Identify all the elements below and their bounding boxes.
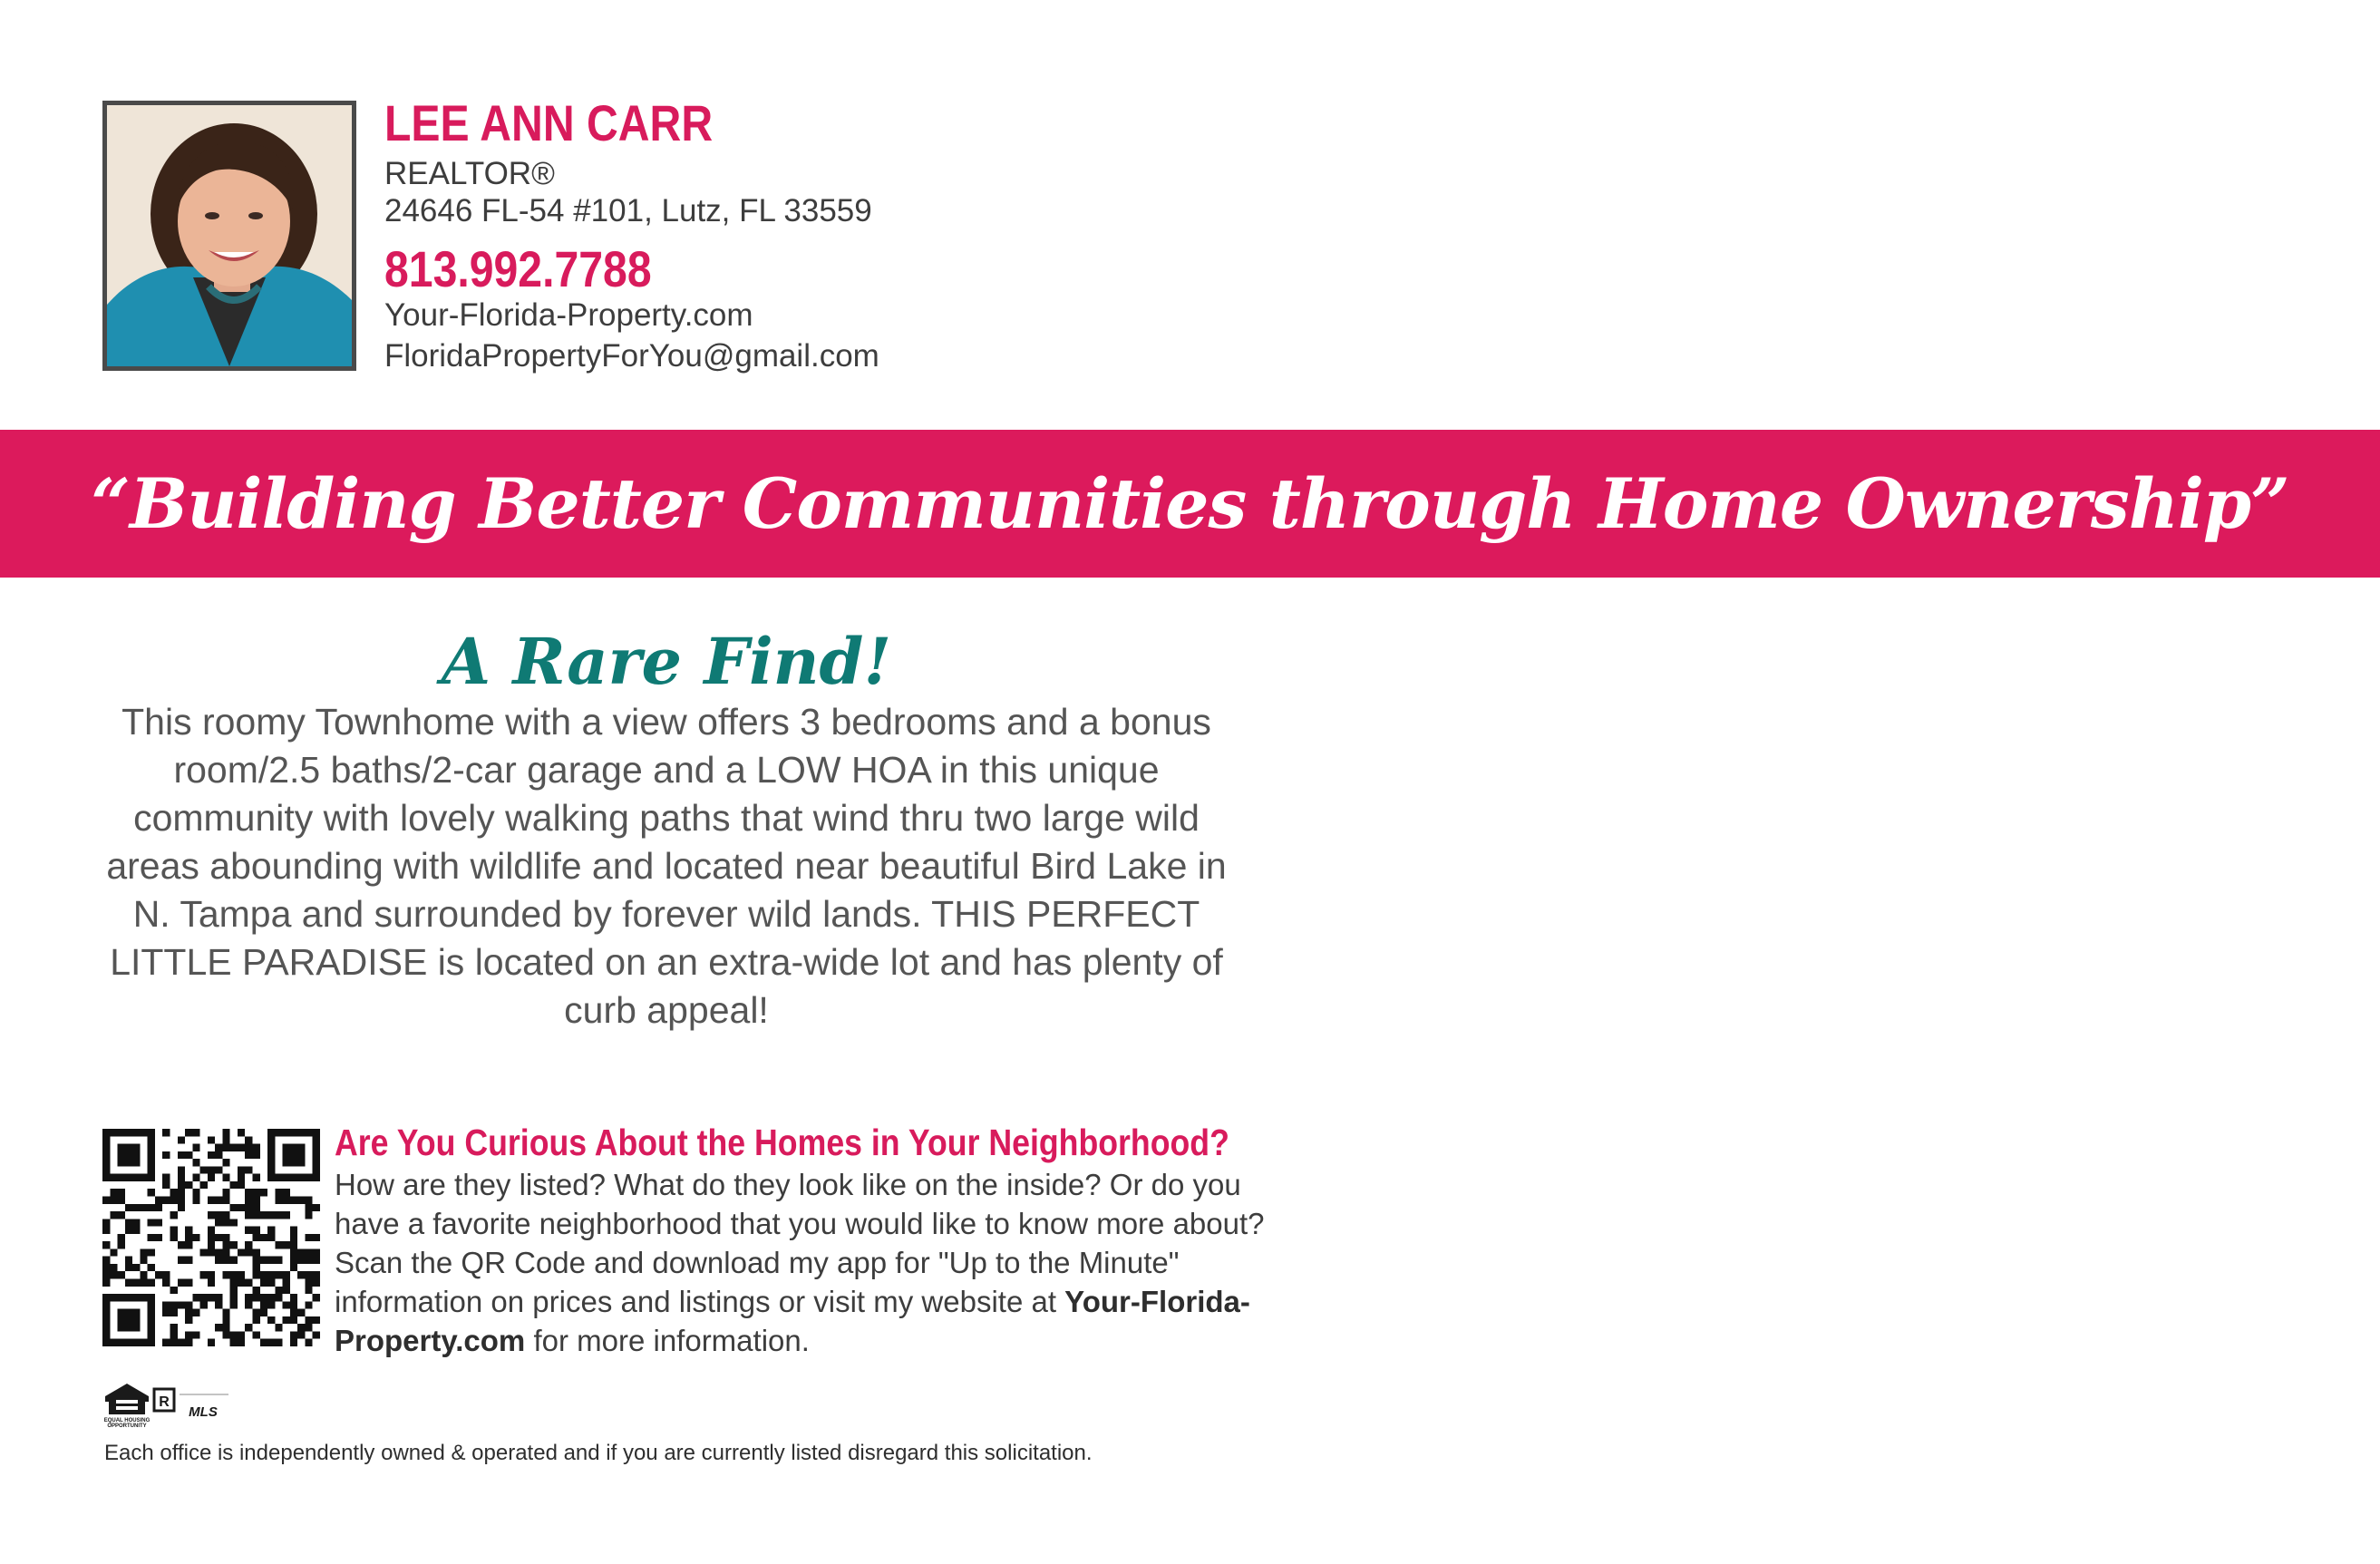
eho-label: OPPORTUNITY xyxy=(107,1423,147,1427)
agent-phone[interactable]: 813.992.7788 xyxy=(384,240,652,297)
slogan-text: “Building Better Communities through Home Ownership” xyxy=(91,463,2289,544)
agent-name: LEE ANN CARR xyxy=(384,94,714,151)
curious-body xyxy=(335,1165,1268,1360)
agent-email-link[interactable]: FloridaPropertyForYou@gmail.com xyxy=(384,338,879,374)
slogan-banner xyxy=(0,430,2380,578)
disclaimer: Each office is independently owned & operated and if you are currently listed disregard this solicitation. xyxy=(104,1441,1093,1465)
listing-heading: A Rare Find! xyxy=(441,624,892,699)
eho-label: EQUAL HOUSING xyxy=(103,1418,151,1423)
curious-body-suffix: for more information. xyxy=(525,1324,810,1357)
curious-heading: Are You Curious About the Homes in Your Neighborhood? xyxy=(335,1122,1229,1163)
svg-text:R: R xyxy=(159,1394,170,1410)
qr-code[interactable] xyxy=(102,1129,320,1346)
agent-website-link[interactable]: Your-Florida-Property.com xyxy=(384,297,753,333)
agent-address: 24646 FL-54 #101, Lutz, FL 33559 xyxy=(384,193,872,228)
agent-title: REALTOR® xyxy=(384,156,555,191)
mls-label: MLS xyxy=(189,1404,218,1420)
curious-body-text: How are they listed? What do they look like on the inside? Or do you have a favorite neighborhood that you would like to know more about? Scan the QR Code and download my app for "Up to the Minute" information on prices and listings or visit my website at xyxy=(335,1168,1265,1318)
realtor-mls-icon xyxy=(152,1387,230,1420)
curious-website-link[interactable]: Your-Florida-Property.com xyxy=(335,1285,1250,1357)
equal-housing-icon xyxy=(102,1382,152,1427)
listing-description: This roomy Townhome with a view offers 3 bedrooms and a bonus room/2.5 baths/2-car garage and a LOW HOA in this unique community with lovely walking paths that wind thru two large wild areas abounding with wildlife and located near beautiful Bird Lake in N. Tampa and surrounded by forever wild lands. THIS PERFECT LITTLE PARADISE is located on an extra-wide lot and has plenty of curb appeal! xyxy=(106,701,1227,1031)
agent-photo xyxy=(102,101,356,371)
